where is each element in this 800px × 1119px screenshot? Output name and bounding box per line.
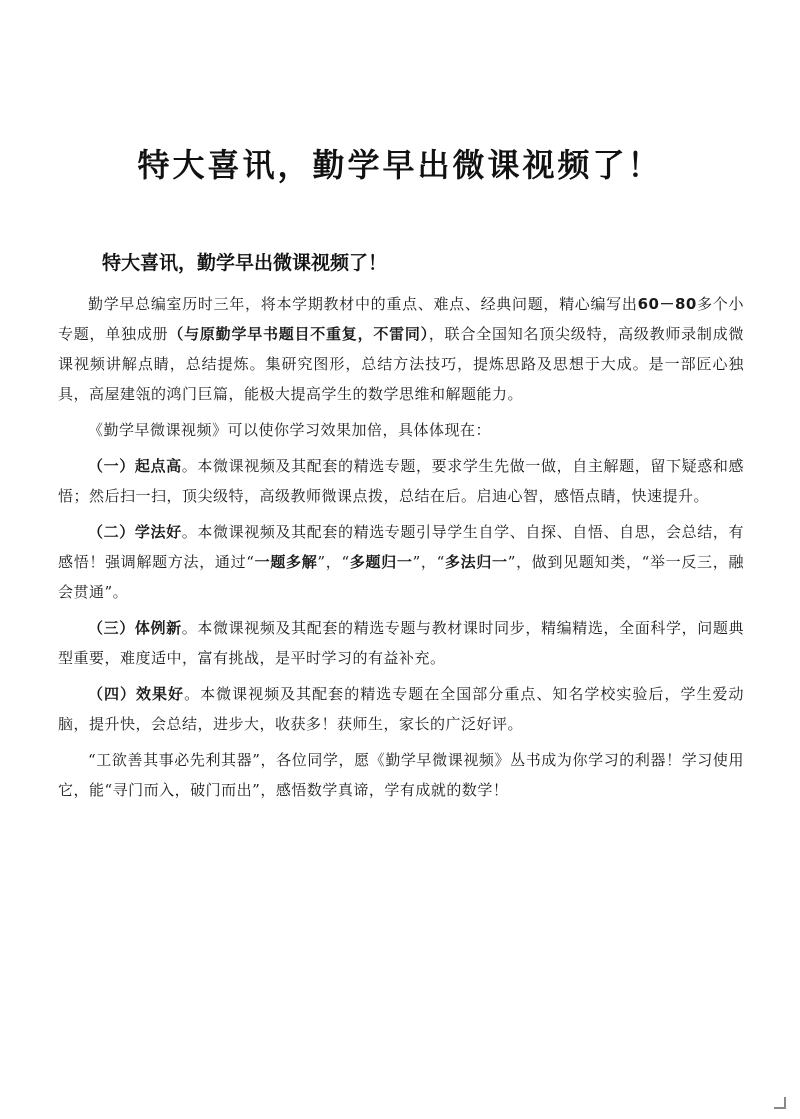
emphasis-duofaguiyi: 多法归一	[444, 553, 508, 571]
section-qidiangao	[58, 451, 744, 511]
article-subtitle: 特大喜讯，勤学早出微课视频了！	[102, 252, 388, 274]
corner-mark	[774, 1097, 786, 1109]
section-heading: （四）效果好	[88, 685, 185, 703]
intro-paragraph	[58, 289, 744, 409]
section-body-d: ”，做到见题知类，“举一反三，融会贯通”。	[58, 553, 744, 601]
section-heading: （二）学法好	[88, 523, 182, 541]
section-heading: （一）起点高	[88, 457, 182, 475]
section-xiaoguohao	[58, 679, 744, 739]
topic-count: 60－80	[637, 295, 697, 313]
closing-paragraph: “工欲善其事必先利其器”，各位同学，愿《勤学早微课视频》丛书成为你学习的利器！学习使用它，能“寻门而入，破门而出”，感悟数学真谛，学有成就的数学！	[58, 751, 744, 799]
emphasis-duotiguiyi: 多题归一	[349, 553, 413, 571]
section-body: 。本微课视频及其配套的精选专题在全国部分重点、知名学校实验后，学生爱动脑，提升快，会总结，进步大，收获多！获师生，家长的广泛好评。	[58, 685, 744, 733]
intro-note: （与原勤学早书题目不重复，不雷同）	[168, 325, 429, 343]
intro-text-e: ，联合全国知名顶尖级特，高级教师录制成微课视频讲解点睛，总结提炼。集研究图形，总结方法技巧，提炼思路及思想于大成。是一部匠心独具，高屋建瓴的鸿门巨篇，能极大提高学生的数学思维和解题能力。	[58, 325, 744, 403]
benefits-intro: 《勤学早微课视频》可以使你学习效果加倍，具体体现在：	[88, 421, 492, 439]
section-heading: （三）体例新	[88, 619, 182, 637]
section-xuefahao	[58, 517, 744, 607]
intro-text-a: 勤学早总编室历时三年，将本学期教材中的重点、难点、经典问题，精心编写出	[88, 295, 638, 313]
section-body-b: ”，“	[317, 553, 350, 571]
section-tilixin	[58, 613, 744, 673]
section-body-a: 。本微课视频及其配套的精选专题引导学生自学、自探、自悟、自思，会总结，有感悟！强调解题方法，通过“	[58, 523, 744, 571]
intro-text-c: 多个小专题，单独成册	[58, 295, 744, 343]
article-body	[58, 248, 744, 811]
page-title: 特大喜讯，勤学早出微课视频了！	[137, 146, 663, 184]
section-body-c: ”，“	[412, 553, 445, 571]
emphasis-yitiduojie: 一题多解	[254, 553, 318, 571]
section-body: 。本微课视频及其配套的精选专题，要求学生先做一做，自主解题，留下疑惑和感悟；然后扫一扫，顶尖级特，高级教师微课点拨，总结在后。启迪心智，感悟点睛，快速提升。	[58, 457, 744, 505]
section-body: 。本微课视频及其配套的精选专题与教材课时同步，精编精选，全面科学，问题典型重要，难度适中，富有挑战，是平时学习的有益补充。	[58, 619, 744, 667]
